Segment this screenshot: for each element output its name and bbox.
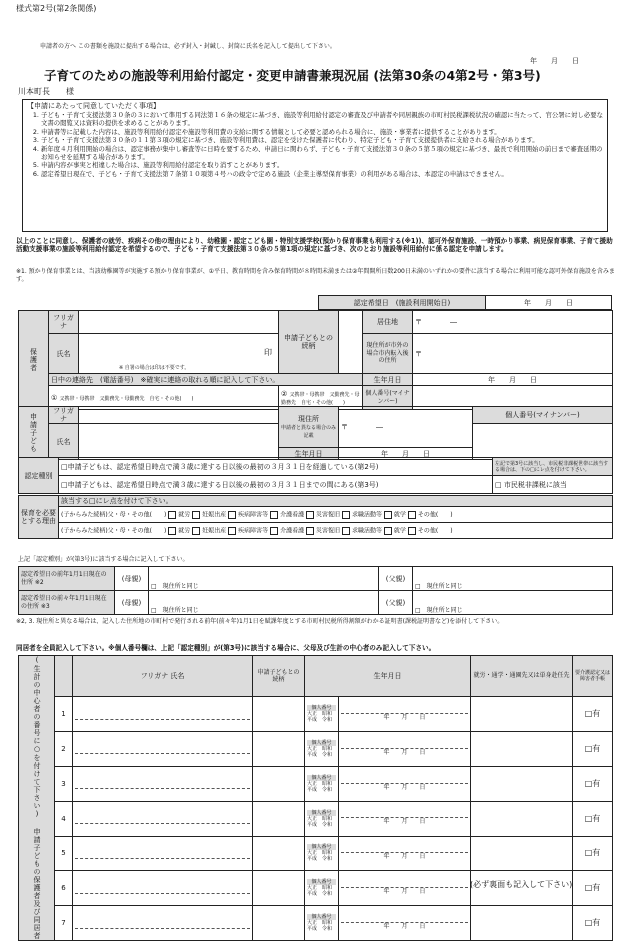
row-number: 7	[55, 906, 73, 941]
notice-item: 4. 新年度４月利用開始の場合は、認定事務が集中し審査等に日時を要するため、申請日に関わらず、子ども・子育て支援法第３０条の５第５項の規定に基づき、最長で利用開始の前日まで審査延期のお知らせを延期する場合があります。	[41, 145, 603, 162]
reason-checkbox[interactable]	[342, 511, 350, 519]
addressee: 川本町長 様	[18, 87, 74, 96]
birth-label: 生年月日	[363, 374, 413, 386]
child-furigana-field[interactable]	[79, 407, 279, 424]
mynumber-label: 個人番号	[307, 914, 336, 920]
notice-item: 6. 認定希望日現在で、子ども・子育て支援法第７条第１０項第４号ハの政令で定める施設（企業主導型保育事業）の利用がある場合は、本認定の申請はできません。	[41, 170, 603, 178]
relation-field[interactable]	[339, 311, 363, 374]
table-row	[19, 766, 613, 801]
household-birth-field[interactable]: 年 月 日	[339, 732, 471, 767]
reason-hint: 該当する□にレ点を付けて下さい。	[59, 496, 613, 507]
row-number: 3	[55, 766, 73, 801]
mynumber-label: 個人番号	[307, 740, 336, 746]
submission-date: 年 月 日	[530, 57, 579, 65]
mother-label: (母親)	[115, 567, 149, 591]
mynumber-field	[341, 742, 468, 749]
category-note: 左記で第3号に該当し、市民税非課税世帯に該当する場合は、下の□にレ点を付けて下さい。	[493, 458, 613, 476]
household-work-field[interactable]	[471, 766, 573, 801]
guardian-table	[18, 310, 613, 410]
era-cell: 個人番号 大正 昭和 平成 令和	[305, 906, 339, 941]
child-mynumber-label: 個人番号(マイナンバー)	[473, 407, 613, 424]
previous-address-heading: 上記「認定種別」が(第3号)に該当する場合に記入して下さい。	[18, 556, 189, 563]
era-cell: 個人番号 大正 昭和 平成 令和	[305, 766, 339, 801]
child-mynumber-field[interactable]	[473, 424, 613, 460]
mother-label: (母親)	[115, 591, 149, 615]
reason-checkbox[interactable]	[270, 511, 278, 519]
table-row	[19, 697, 613, 732]
desired-date-field[interactable]: 年 月 日	[486, 296, 612, 310]
household-relation-field[interactable]	[253, 697, 305, 732]
notice-item: 3. 子ども・子育て支援法第３０条の１１第３項の規定に基づき、施設等利用費は、認定を受けた保護者に代わり、特定子ども・子育て支援提供者に支給される場合があります。	[41, 136, 603, 144]
household-side-label: (生計の中心者の番号に○を付けて下さい) 申請子どもの保護者及び同居者	[19, 656, 55, 941]
consent-statement: 以上のことに同意し、保護者の就労、疾病その他の理由により、幼稚園・認定こども園・特別支援学校(預かり保育事業も利用する(※1))、認可外保育施設、一時預かり事業、病児保育事業、子育て援助活動支援事業の施設等利用給付認定を希望するので、子ども・子育て支援法第３０条の５第1項の規定に基づき、次のとおり施設等利用給付に係る認定を申請します。	[16, 237, 613, 254]
note-2-3: ※2, 3. 現住所と異なる場合は、記入した住所地の市町村で発行される前年(前々年)1月1日を賦課年度とする市町村民税所得割額がわかる証明書(課税証明書など)を添付して下さい。	[16, 618, 504, 625]
name-label: 氏名	[49, 334, 79, 374]
row-number: 6	[55, 871, 73, 906]
reason-row: (子からみた続柄)父・母・その他( ) 就労 妊娠出産 疾病障害等 介護看護 災害復旧 求職活動等 就学 その他( )	[59, 507, 613, 523]
disability-checkbox[interactable]: □有	[573, 836, 613, 871]
mynumber-label: 個人番号	[307, 705, 336, 711]
child-name-field[interactable]	[79, 424, 279, 460]
tax-exempt-option[interactable]: □ 市民税非課税に該当	[493, 476, 613, 494]
reason-table	[18, 495, 613, 539]
col-name-header: フリガナ 氏名	[73, 656, 253, 697]
mynumber-field	[341, 707, 468, 714]
seal-note: ※ 自署の場合は印は不要です。	[119, 365, 190, 371]
relation-label: 申請子どもとの続柄	[279, 311, 339, 374]
reason-checkbox[interactable]	[228, 527, 236, 535]
category-label: 認定種別	[19, 458, 59, 494]
row-number: 4	[55, 801, 73, 836]
household-table	[18, 655, 613, 941]
reason-label: 保育を必要とする理由	[19, 496, 59, 539]
mynumber-label: 個人番号(マイナンバー)	[363, 386, 413, 410]
household-relation-field[interactable]	[253, 871, 305, 906]
household-birth-field[interactable]: 年 月 日	[339, 697, 471, 732]
household-relation-field[interactable]	[253, 836, 305, 871]
current-address-field[interactable]: 〒 ―	[339, 407, 473, 448]
mynumber-field	[341, 916, 468, 923]
page-title: 子育てのための施設等利用給付認定・変更申請書兼現況届 (法第30条の4第2号・第3号)	[44, 68, 541, 83]
household-name-field[interactable]	[73, 906, 253, 941]
household-birth-field[interactable]: 年 月 日	[339, 766, 471, 801]
era-cell: 個人番号 大正 昭和 平成 令和	[305, 697, 339, 732]
phone-2-marker: ②	[281, 389, 288, 398]
reason-row: (子からみた続柄)父・母・その他( ) 就労 妊娠出産 疾病障害等 介護看護 災害復旧 求職活動等 就学 その他( )	[59, 523, 613, 539]
disability-checkbox[interactable]: □有	[573, 871, 613, 906]
mynumber-label: 個人番号	[307, 844, 336, 850]
phone-1-marker: ①	[51, 393, 58, 402]
reason-checkbox[interactable]	[228, 511, 236, 519]
col-work-header: 就労・通学・通園先又は単身赴任先	[471, 656, 573, 697]
outside-address-field[interactable]: 〒	[413, 334, 613, 374]
guardian-label: 保護者	[19, 311, 49, 410]
household-name-field[interactable]	[73, 697, 253, 732]
household-name-field[interactable]	[73, 732, 253, 767]
father-prev-prev-address-field[interactable]: □ 現住所と同じ	[413, 591, 613, 615]
disability-checkbox[interactable]: □有	[573, 801, 613, 836]
reason-checkbox[interactable]	[384, 511, 392, 519]
father-label: (父親)	[379, 567, 413, 591]
notice-item: 1. 子ども・子育て支援法第３０条の３において準用する同法第１６条の規定に基づき、施設等利用給付認定の審査及び申請者や同居親族の市町村民税課税状況の確認に当たって、官公署に対し必要な文書の閲覧又は資料の提供を求めることがあります。	[41, 111, 603, 128]
mynumber-field	[341, 777, 468, 784]
mother-prev-address-field[interactable]: □ 現住所と同じ	[149, 567, 379, 591]
category-3-option[interactable]: □申請子どもは、認定希望日時点で満３歳に達する日以後の最初の３月３１日までの間にある(第3号)	[59, 476, 493, 494]
mynumber-label: 個人番号	[307, 879, 336, 885]
table-row	[19, 906, 613, 941]
disability-checkbox[interactable]: □有	[573, 906, 613, 941]
phone-1-options: 父携帯・母携帯 父勤務先・母勤務先 自宅・その他( )	[59, 395, 194, 402]
household-name-field[interactable]	[73, 836, 253, 871]
guardian-name-field[interactable]	[79, 334, 279, 374]
household-work-field[interactable]	[471, 697, 573, 732]
household-name-field[interactable]	[73, 766, 253, 801]
father-prev-address-field[interactable]: □ 現住所と同じ	[413, 567, 613, 591]
reason-checkbox[interactable]	[192, 527, 200, 535]
notice-item: 5. 申請内容が事実と相違した場合は、施設等利用給付認定を取り消すことがあります。	[41, 161, 603, 169]
household-work-field[interactable]	[471, 836, 573, 871]
current-address-label: 現住所 申請者と異なる場合のみ記載	[279, 407, 339, 448]
household-birth-field[interactable]: 年 月 日	[339, 906, 471, 941]
guardian-birth-field[interactable]: 年 月 日	[413, 374, 613, 386]
prev-year-label: 認定希望日の前年1月1日現在の住所 ※2	[19, 567, 115, 591]
guardian-furigana-field[interactable]	[79, 311, 279, 334]
reason-checkbox[interactable]	[342, 527, 350, 535]
footer-note: (必ず裏面も記入して下さい)	[470, 880, 573, 889]
consent-notice-box	[22, 99, 608, 232]
mynumber-label: 個人番号	[307, 810, 336, 816]
category-table	[18, 457, 613, 494]
outside-address-label: 現住所が市外の場合市内転入後の住所	[363, 334, 413, 374]
reason-checkbox[interactable]	[408, 527, 416, 535]
era-cell: 個人番号 大正 昭和 平成 令和	[305, 732, 339, 767]
child-birth-label: 生年月日	[279, 448, 339, 460]
household-birth-field[interactable]: 年 月 日	[339, 801, 471, 836]
mynumber-label: 個人番号	[307, 775, 336, 781]
previous-address-table	[18, 566, 613, 615]
note-1: ※1. 預かり保育事業とは、当該幼稚園等が実施する預かり保育事業が、①平日、教育時間を含み保育時間が８時間未満または②年間開所日数200日未満のいずれかの要件に該当する場合に利用可能な認可外保育施設を含みます。	[16, 268, 615, 283]
era-cell: 個人番号 大正 昭和 平成 令和	[305, 836, 339, 871]
mynumber-field	[341, 881, 468, 888]
household-birth-field[interactable]: 年 月 日	[339, 871, 471, 906]
reason-checkbox[interactable]	[384, 527, 392, 535]
row-number: 1	[55, 697, 73, 732]
household-name-field[interactable]	[73, 871, 253, 906]
row-number: 2	[55, 732, 73, 767]
household-relation-field[interactable]	[253, 801, 305, 836]
category-2-option[interactable]: □申請子どもは、認定希望日時点で満３歳に達する日以後の最初の３月３１日を経過している(第2号)	[59, 458, 493, 476]
disability-checkbox[interactable]: □有	[573, 732, 613, 767]
reason-checkbox[interactable]	[192, 511, 200, 519]
reason-checkbox[interactable]	[408, 511, 416, 519]
reason-parent: (子からみた続柄)父・母・その他( )	[61, 527, 167, 534]
col-birth-header: 生年月日	[305, 656, 471, 697]
child-name-label: 氏名	[49, 424, 79, 460]
col-relation-header: 申請子どもとの続柄	[253, 656, 305, 697]
disability-checkbox[interactable]: □有	[573, 766, 613, 801]
prev-prev-year-label: 認定希望日の前々年1月1日現在の住所 ※3	[19, 591, 115, 615]
reason-checkbox[interactable]	[168, 511, 176, 519]
reason-checkbox[interactable]	[306, 527, 314, 535]
seal-mark: 印	[264, 348, 272, 357]
era-cell: 個人番号 大正 昭和 平成 令和	[305, 871, 339, 906]
desired-date-table	[318, 295, 612, 310]
household-heading: 同居者を全員記入して下さい。※個人番号欄は、上記「認定種別」が(第3号)に該当する場合に、父母及び生計の中心者のみ記入して下さい。	[16, 644, 436, 652]
phone-label: 日中の連絡先 (電話番号) ※確実に連絡の取れる順に記入して下さい。	[49, 374, 363, 386]
address-label: 居住地	[363, 311, 413, 334]
reason-checkbox[interactable]	[270, 527, 278, 535]
table-row	[19, 836, 613, 871]
mother-prev-prev-address-field[interactable]: □ 現住所と同じ	[149, 591, 379, 615]
notice-heading: 【申請にあたって同意していただく事項】	[27, 102, 160, 110]
household-name-field[interactable]	[73, 801, 253, 836]
child-label: 申請子ども	[19, 407, 49, 460]
child-furigana-label: フリガナ	[49, 407, 79, 424]
father-label: (父親)	[379, 591, 413, 615]
furigana-label: フリガナ	[49, 311, 79, 334]
household-birth-field[interactable]: 年 月 日	[339, 836, 471, 871]
table-row	[19, 732, 613, 767]
disability-checkbox[interactable]: □有	[573, 697, 613, 732]
notice-list	[27, 111, 603, 178]
household-relation-field[interactable]	[253, 732, 305, 767]
form-number: 様式第2号(第2条関係)	[16, 4, 97, 13]
col-disability-header: 要介護認定又は障害者手帳	[573, 656, 613, 697]
table-row	[19, 801, 613, 836]
address-field[interactable]: 〒 ―	[413, 311, 613, 334]
reason-checkbox[interactable]	[168, 527, 176, 535]
household-work-field[interactable]	[471, 801, 573, 836]
child-table	[18, 406, 613, 460]
reason-parent: (子からみた続柄)父・母・その他( )	[61, 511, 167, 518]
household-work-field[interactable]	[471, 906, 573, 941]
household-relation-field[interactable]	[253, 766, 305, 801]
applicant-instruction: 申請者の方へ この書類を施設に提出する場合は、必ず封入・封緘し、封筒に氏名を記入して提出して下さい。	[40, 43, 336, 50]
desired-date-label: 認定希望日 (施設利用開始日)	[319, 296, 486, 310]
household-work-field[interactable]	[471, 732, 573, 767]
reason-checkbox[interactable]	[306, 511, 314, 519]
row-number: 5	[55, 836, 73, 871]
era-cell: 個人番号 大正 昭和 平成 令和	[305, 801, 339, 836]
phone-2-options: 父携帯・母携帯 父勤務先・母勤務先 自宅・その他( )	[281, 391, 360, 406]
household-relation-field[interactable]	[253, 906, 305, 941]
notice-item: 2. 申請書等に記載した内容は、施設等利用給付認定や施設等利用費の支給に関する情報として必要と認められる場合に、施設・事業者に提供することがあります。	[41, 128, 603, 136]
child-birth-field[interactable]: 年 月 日	[339, 448, 473, 460]
